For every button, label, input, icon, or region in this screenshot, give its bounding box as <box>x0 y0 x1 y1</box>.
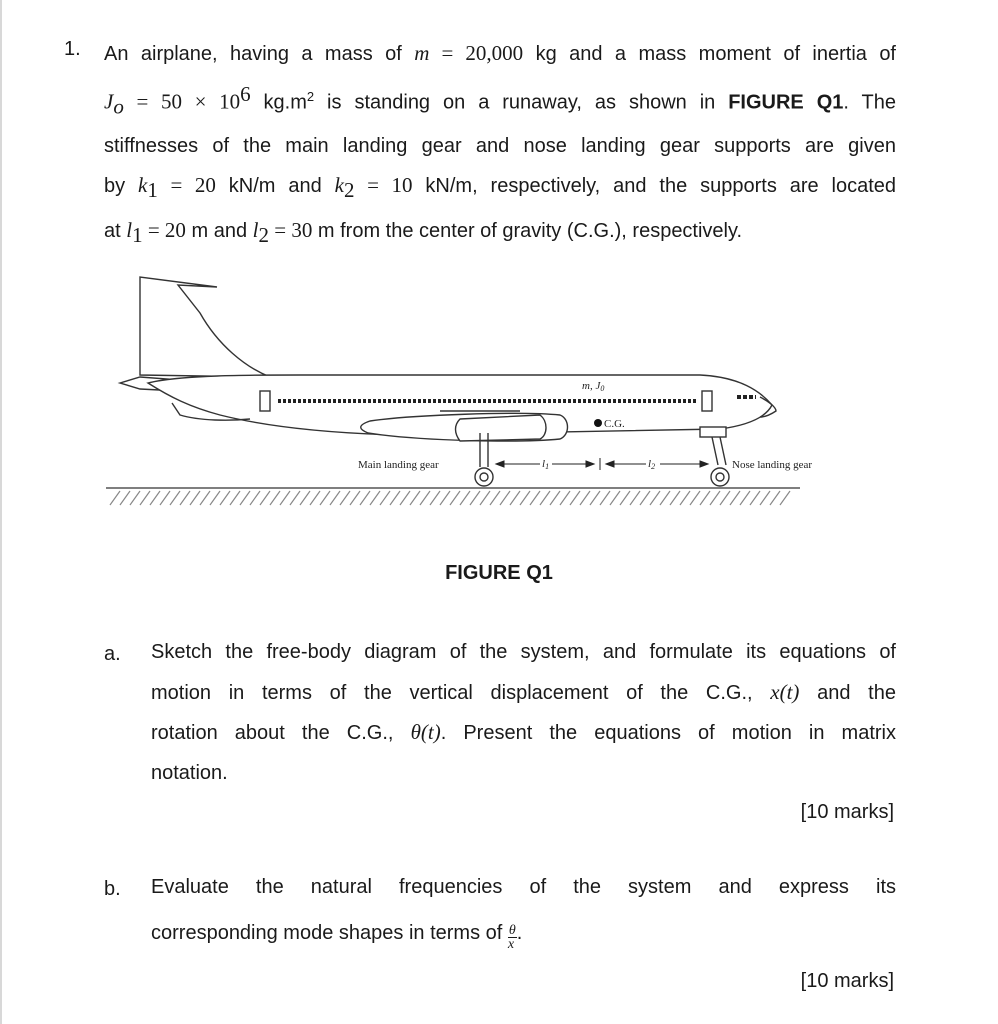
mass-symbol: m <box>414 41 430 65</box>
inertia-symbol: J <box>104 89 114 114</box>
engine <box>456 415 547 441</box>
label-cg: C.G. <box>604 418 625 430</box>
figure-reference: FIGURE Q1 <box>728 91 844 114</box>
intro-line-4: by $k_1 = 20$ kN/m and $k_2 = 10$ kN/m, respectively, and the supports are located <box>104 173 897 203</box>
ground-hatch <box>110 491 790 505</box>
intro-line-1: An airplane, having a mass of m = 20,000 kg and a mass moment of inertia of <box>104 41 896 65</box>
theta-of-t: θ(t) <box>410 720 441 744</box>
part-b-letter: b. <box>104 878 121 900</box>
page-left-border <box>0 0 2 1024</box>
x-of-t: x(t) <box>770 679 800 704</box>
label-main-gear: Main landing gear <box>358 459 439 471</box>
label-l2: l2 <box>648 458 656 471</box>
k2-symbol: k <box>334 173 344 198</box>
dimension-l2 <box>606 461 708 467</box>
airplane-figure <box>100 265 840 515</box>
theta-over-x-fraction: $\frac{\theta}{x}$ <box>507 922 516 952</box>
label-l1: l1 <box>542 458 550 471</box>
cg-marker <box>594 419 602 427</box>
label-mass-inertia: m, J0 <box>582 380 605 393</box>
nose-landing-gear <box>700 427 729 486</box>
figure-caption: FIGURE Q1 <box>445 562 553 584</box>
part-b-marks: [10 marks] <box>800 970 894 992</box>
question-number: 1. <box>64 38 81 60</box>
rear-door <box>260 391 270 411</box>
part-a-letter: a. <box>104 643 121 665</box>
l2-symbol: l <box>252 217 259 242</box>
label-nose-gear: Nose landing gear <box>732 459 813 471</box>
part-b-text: Evaluate the natural frequencies of the system and express its corresponding mode shapes in terms of $\frac{\theta}{x}$ . <box>151 876 896 952</box>
k1-symbol: k <box>138 173 148 198</box>
front-door <box>702 391 712 411</box>
question-intro <box>104 34 896 255</box>
intro-line-2: $J_o = 50 \times 10^6$ $kg.m^2$ is standing on a runaway, as shown in FIGURE Q1. The <box>104 81 897 119</box>
intro-line-3: stiffnesses of the main landing gear and nose landing gear supports are given <box>104 134 896 157</box>
intro-line-5: at $l_1 = 20$ m and $l_2 = 30$ m from the center of gravity (C.G.), respectively. <box>104 217 743 247</box>
part-a-marks: [10 marks] <box>800 801 894 823</box>
part-a-text: Sketch the free-body diagram of the system, and formulate its equations of motion in terms of the vertical displacement of the C.G., x(t) and the rotation about the C.G., θ(t). Present the equations of motion in matrix notation. <box>151 641 897 784</box>
l1-symbol: l <box>126 217 133 242</box>
tail-fin <box>140 277 270 377</box>
